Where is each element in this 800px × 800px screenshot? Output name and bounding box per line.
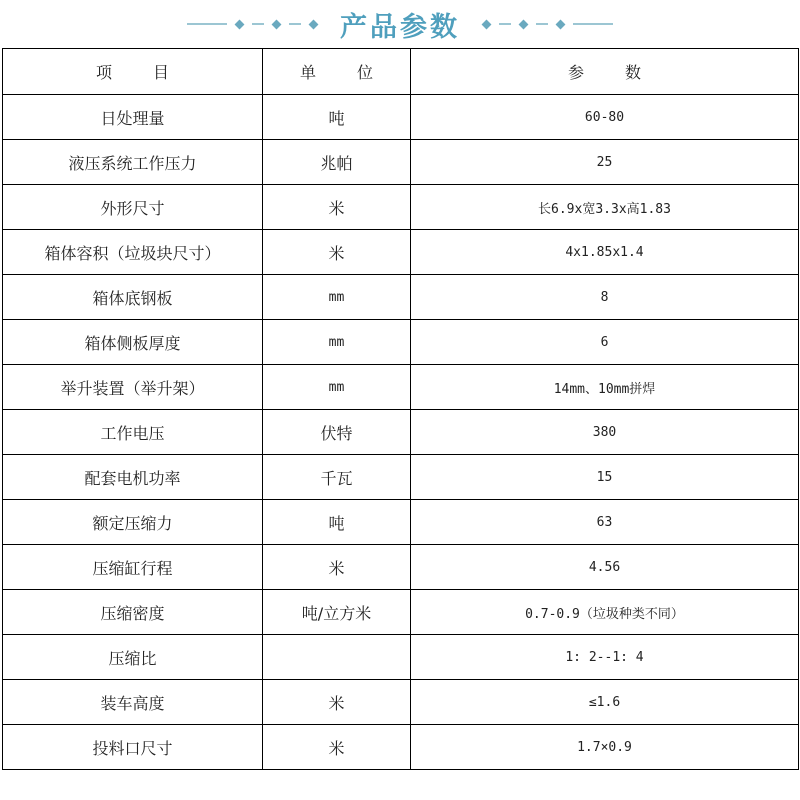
header-row: [3, 49, 799, 95]
table-row: [3, 680, 799, 725]
item-cell: 额定压缩力: [3, 500, 263, 545]
item-cell: 日处理量: [3, 95, 263, 140]
table-row: [3, 365, 799, 410]
item-cell: 举升装置（举升架）: [3, 365, 263, 410]
item-cell: 压缩比: [3, 635, 263, 680]
item-cell: 箱体容积（垃圾块尺寸）: [3, 230, 263, 275]
value-cell: 15: [411, 455, 799, 500]
table-row: [3, 140, 799, 185]
table-row: [3, 275, 799, 320]
item-cell: 箱体底钢板: [3, 275, 263, 320]
value-cell: 14mm、10mm拼焊: [411, 365, 799, 410]
diamond-icon: [556, 19, 566, 29]
table-row: [3, 320, 799, 365]
item-cell: 压缩密度: [3, 590, 263, 635]
value-cell: 1: 2--1: 4: [411, 635, 799, 680]
item-cell: 外形尺寸: [3, 185, 263, 230]
table-row: [3, 590, 799, 635]
table-row: [3, 185, 799, 230]
item-cell: 工作电压: [3, 410, 263, 455]
unit-cell: 吨: [263, 95, 411, 140]
divider-line: [187, 23, 227, 25]
divider-line: [252, 23, 264, 25]
unit-cell: 兆帕: [263, 140, 411, 185]
item-cell: 液压系统工作压力: [3, 140, 263, 185]
page-title: 产品参数: [340, 11, 460, 43]
unit-cell: 米: [263, 725, 411, 770]
value-cell: 60-80: [411, 95, 799, 140]
unit-cell: mm: [263, 365, 411, 410]
value-cell: 4x1.85x1.4: [411, 230, 799, 275]
value-cell: 6: [411, 320, 799, 365]
table-row: [3, 410, 799, 455]
unit-cell: mm: [263, 320, 411, 365]
item-cell: 投料口尺寸: [3, 725, 263, 770]
value-cell: 4.56: [411, 545, 799, 590]
value-cell: ≤1.6: [411, 680, 799, 725]
unit-cell: 米: [263, 185, 411, 230]
column-header-label: 参 数: [567, 63, 660, 82]
unit-cell: 吨/立方米: [263, 590, 411, 635]
unit-cell: 米: [263, 680, 411, 725]
column-header-label: 单 位: [299, 63, 392, 82]
divider-line: [573, 23, 613, 25]
item-cell: 压缩缸行程: [3, 545, 263, 590]
divider-line: [536, 23, 548, 25]
value-cell: 63: [411, 500, 799, 545]
unit-cell: 米: [263, 545, 411, 590]
header-decoration-right: [474, 21, 613, 28]
column-header-value: [411, 49, 799, 95]
diamond-icon: [309, 19, 319, 29]
table-row: [3, 230, 799, 275]
table-row: [3, 725, 799, 770]
table-row: [3, 635, 799, 680]
section-header: [0, 0, 800, 48]
unit-cell: 米: [263, 230, 411, 275]
diamond-icon: [482, 19, 492, 29]
divider-line: [289, 23, 301, 25]
unit-cell: 吨: [263, 500, 411, 545]
header-decoration-left: [187, 21, 326, 28]
table-header: [3, 49, 799, 95]
spec-table: [2, 48, 799, 770]
value-cell: 380: [411, 410, 799, 455]
unit-cell: [263, 635, 411, 680]
table-row: [3, 500, 799, 545]
divider-line: [499, 23, 511, 25]
unit-cell: mm: [263, 275, 411, 320]
table-row: [3, 95, 799, 140]
item-cell: 箱体侧板厚度: [3, 320, 263, 365]
column-header-unit: [263, 49, 411, 95]
value-cell: 1.7×0.9: [411, 725, 799, 770]
table-row: [3, 455, 799, 500]
column-header-item: [3, 49, 263, 95]
column-header-label: 项 目: [95, 63, 188, 82]
value-cell: 0.7-0.9（垃圾种类不同）: [411, 590, 799, 635]
value-cell: 8: [411, 275, 799, 320]
diamond-icon: [519, 19, 529, 29]
diamond-icon: [272, 19, 282, 29]
unit-cell: 千瓦: [263, 455, 411, 500]
diamond-icon: [235, 19, 245, 29]
unit-cell: 伏特: [263, 410, 411, 455]
value-cell: 25: [411, 140, 799, 185]
item-cell: 装车高度: [3, 680, 263, 725]
value-cell: 长6.9x宽3.3x高1.83: [411, 185, 799, 230]
table-body: [3, 95, 799, 770]
item-cell: 配套电机功率: [3, 455, 263, 500]
table-row: [3, 545, 799, 590]
